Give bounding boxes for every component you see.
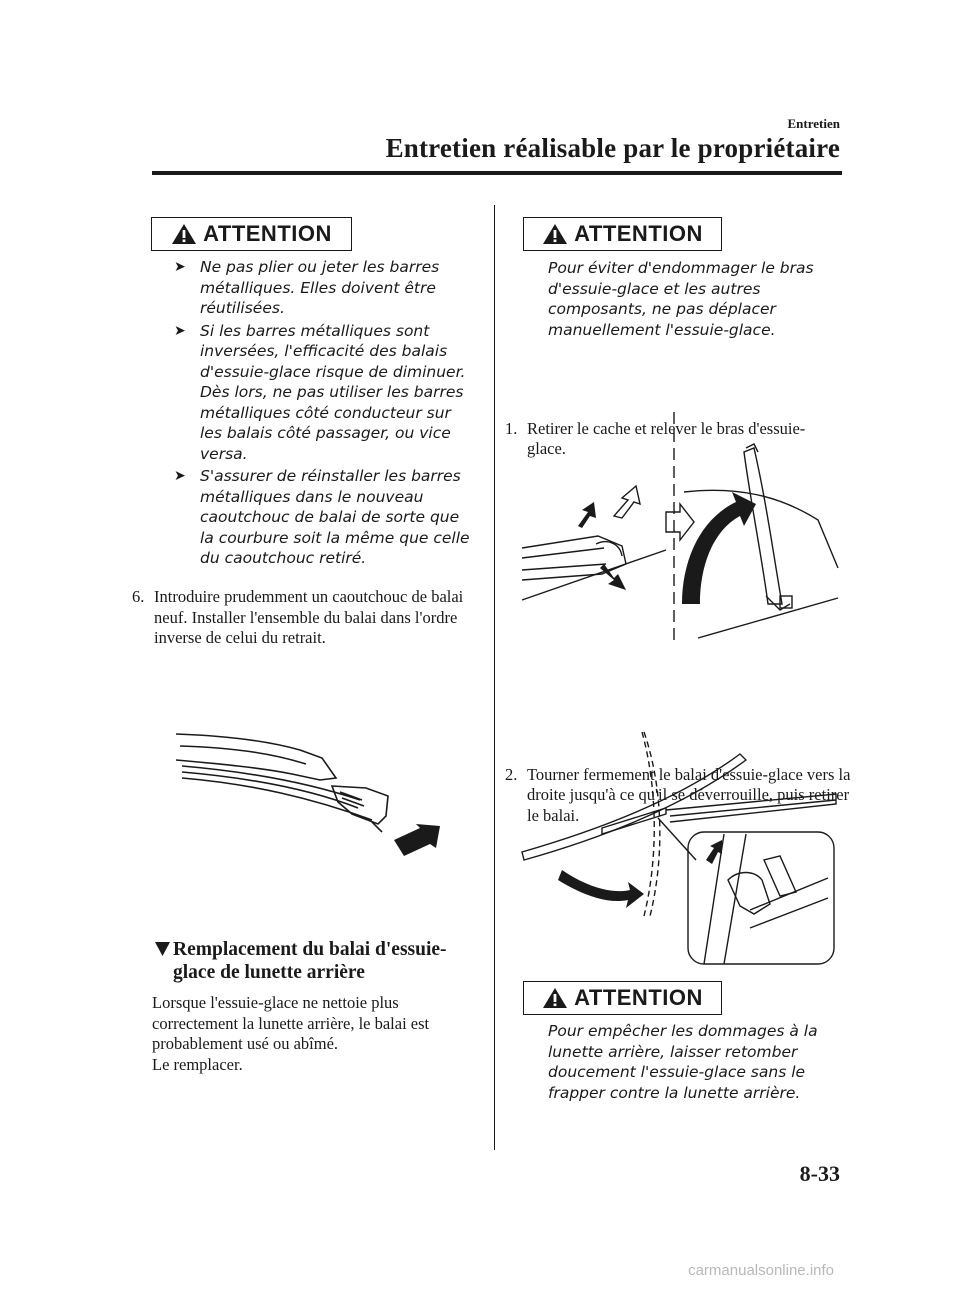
attention-text-2: Pour empêcher les dommages à la lunette arrière, laisser retomber doucement l'essuie-glace sans le frapper contre la lunette arrière. xyxy=(548,1022,818,1102)
attention-text-1: Pour éviter d'endommager le bras d'essuie-glace et les autres composants, ne pas déplacer manuellement l'essuie-glace. xyxy=(548,259,814,339)
column-divider xyxy=(494,205,495,1150)
warning-icon xyxy=(542,223,568,245)
attention-box-left xyxy=(151,217,352,251)
body-paragraph: Lorsque l'essuie-glace ne nettoie plus correctement la lunette arrière, le balai est probablement usé ou abîmé. Le remplacer. xyxy=(152,993,430,1074)
section-label: Entretien xyxy=(787,116,840,131)
bullet-item: ➤ Si les barres métalliques sont inversées, l'efficacité des balais d'essuie-glace risque de diminuer. Dès lors, ne pas utiliser les barres métalliques côté conducteur sur les balais côté passager, ou vice versa. xyxy=(174,321,466,463)
header-rule xyxy=(152,171,842,175)
attention-box-right-2 xyxy=(523,981,722,1015)
blade-insertion-figure xyxy=(172,728,452,863)
arrow-bullet-icon: ➤ xyxy=(174,468,186,484)
step-6: 6. Introduire prudemment un caoutchouc de balai neuf. Installer l'ensemble du balai dans l'ordre inverse de celui du retrait. xyxy=(132,587,464,647)
attention-label: ATTENTION xyxy=(574,985,703,1010)
bullet-item: ➤ Ne pas plier ou jeter les barres métalliques. Elles doivent être réutilisées. xyxy=(174,258,440,317)
page-number: 8-33 xyxy=(799,1161,840,1186)
warning-icon xyxy=(171,223,197,245)
attention-label: ATTENTION xyxy=(574,221,703,246)
page-title: Entretien réalisable par le propriétaire xyxy=(385,133,840,163)
warning-icon xyxy=(542,987,568,1009)
attention-bullets xyxy=(152,257,472,571)
bullet-item: ➤ S'assurer de réinstaller les barres métalliques dans le nouveau caoutchouc de balai de sorte que la courbure soit la même que celle du caoutchouc retiré. xyxy=(174,467,470,567)
step-2: 2. Tourner fermement le balai d'essuie-glace vers la droite jusqu'à ce qu'il se déverrouille, puis retirer le balai. xyxy=(505,764,851,825)
attention-box-right-1 xyxy=(523,217,722,251)
subsection-heading: Remplacement du balai d'essuie- glace de lunette arrière xyxy=(155,938,475,984)
arrow-bullet-icon: ➤ xyxy=(174,322,186,339)
triangle-down-icon xyxy=(155,942,170,956)
watermark: carmanualsonline.info xyxy=(688,1262,834,1279)
arrow-bullet-icon: ➤ xyxy=(174,259,186,275)
remove-blade-figure xyxy=(518,730,843,970)
step-1: 1. Retirer le cache et relever le bras d'essuie-glace. xyxy=(505,418,806,458)
lift-arm-figure xyxy=(518,408,843,643)
attention-label: ATTENTION xyxy=(203,221,332,246)
